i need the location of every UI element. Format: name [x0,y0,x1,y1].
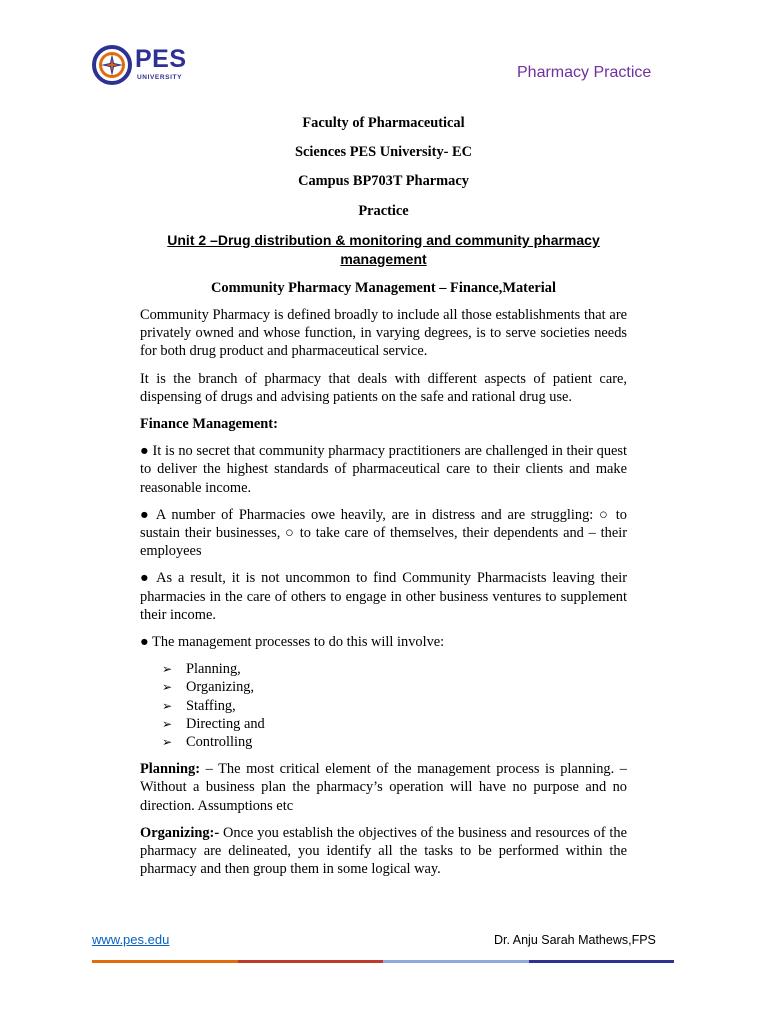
paragraph-planning [140,760,627,815]
logo-wordmark: PES [135,45,187,73]
footer-author: Dr. Anju Sarah Mathews,FPS [494,933,656,947]
organizing-text: Once you establish the objectives of the business and resources of the pharmacy are delineated, you identify all the tasks to be performed within the pharmacy and then group them in some logical way. [140,824,627,878]
footer-divider-segment [92,960,238,963]
list-item: ➢ Directing and [162,715,265,732]
footer-divider-segment [238,960,384,963]
arrow-bullet-icon: ➢ [162,680,173,695]
list-item: ➢ Organizing, [162,679,255,696]
unit-heading: Unit 2 –Drug distribution & monitoring and community pharmacy management [167,231,600,267]
list-item: ➢ Staffing, [162,697,236,714]
document-body [140,114,627,888]
arrow-bullet-icon: ➢ [162,716,173,731]
doc-title-line-3: Campus BP703T Pharmacy [298,173,469,190]
paragraph-organizing [140,824,627,879]
section-subheading: Community Pharmacy Management – Finance,Material [211,279,556,296]
doc-title-line-2: Sciences PES University- EC [294,144,473,161]
header-title: Pharmacy Practice [517,64,652,81]
arrow-bullet-icon: ➢ [162,735,173,750]
planning-text: – The most critical element of the management process is planning. – Without a business plan the pharmacy’s operation will have no purpose and no direction. Assumptions etc [140,761,627,814]
footer-website-link[interactable]: www.pes.edu [92,932,170,947]
finance-heading: Finance Management: [140,416,278,433]
bullet-result: ● As a result, it is not uncommon to find Community Pharmacists leaving their pharmacies in the care of others to engage in other business ventures to supplement their income. [140,570,627,623]
footer-divider [92,960,674,963]
organizing-label: Organizing:- [140,824,220,841]
planning-label: Planning: [140,761,200,778]
bullet-processes: ● The management processes to do this will involve: [140,634,445,651]
process-list [140,660,627,751]
paragraph-branch: It is the branch of pharmacy that deals with different aspects of patient care, dispensing of drugs and advising patients on the safe and rational drug use. [140,370,627,405]
arrow-bullet-icon: ➢ [162,662,173,677]
bullet-challenge: ● It is no secret that community pharmacy practitioners are challenged in their quest to deliver the highest standards of pharmaceutical care to their clients and make reasonable income. [140,443,627,496]
doc-title-line-4: Practice [358,202,409,219]
list-item: ➢ Controlling [162,734,253,751]
footer-divider-segment [383,960,529,963]
doc-title-line-1: Faculty of Pharmaceutical [302,115,465,131]
paragraph-definition: Community Pharmacy is defined broadly to include all those establishments that are privately owned and whose function, in varying degrees, is to serve societies needs for both drug product and pharmaceutical service. [140,307,627,360]
arrow-bullet-icon: ➢ [162,698,173,713]
pes-university-logo [92,43,202,87]
footer-divider-segment [529,960,675,963]
bullet-distress: ● A number of Pharmacies owe heavily, are in distress and are struggling: ○ to sustain their businesses, ○ to take care of themselves, their dependents and – their employees [140,506,627,560]
logo-subtext: UNIVERSITY [137,74,183,81]
list-item: ➢ Planning, [162,661,241,678]
